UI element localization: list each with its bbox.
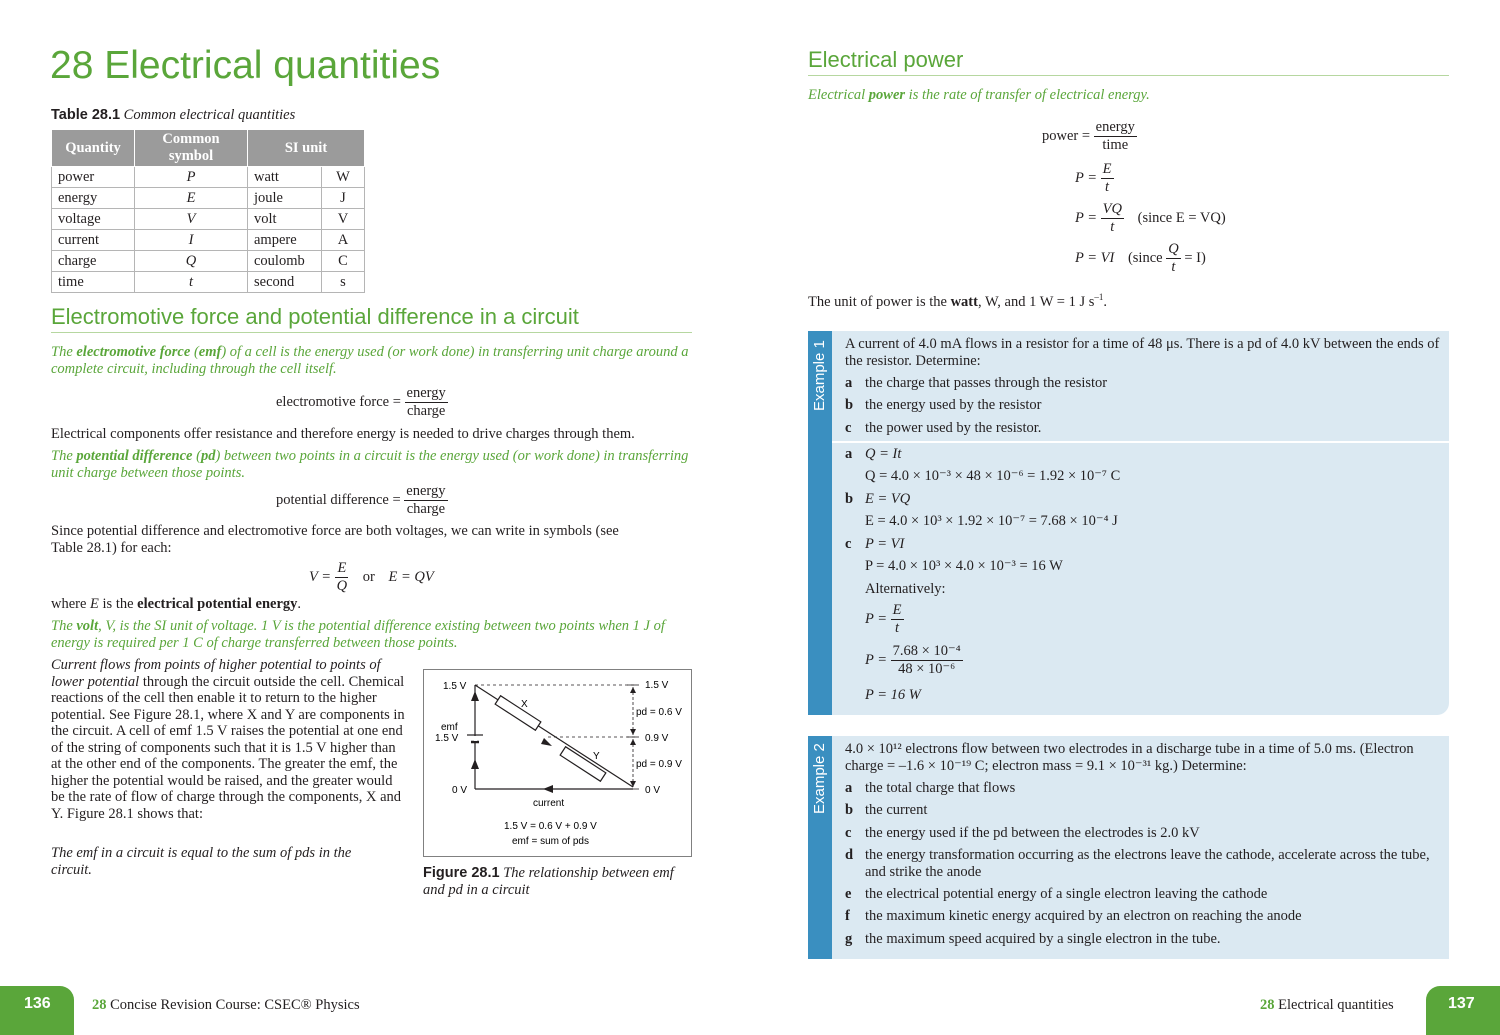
table-header: SI unit — [248, 130, 365, 167]
alt-result: P = 16 W — [865, 687, 921, 703]
text: Electrical — [808, 87, 869, 103]
resistance-text: Electrical components offer resistance and therefore energy is needed to drive charges through them. — [51, 426, 635, 442]
item-letter: f — [845, 908, 850, 924]
footer-title: Electrical quantities — [1278, 997, 1394, 1013]
power-unit-text — [808, 292, 1107, 311]
numerator: Q — [1168, 241, 1179, 257]
numerator: 7.68 × 10⁻⁴ — [892, 643, 961, 659]
item-letter: g — [845, 931, 853, 947]
label-0-9v: 0.9 V — [645, 733, 669, 744]
table-cell: P — [135, 167, 248, 188]
label-emf-value: 1.5 V — [435, 733, 459, 744]
example-1-question: A current of 4.0 mA flows in a resistor for a time of 48 μs. There is a pd of 4.0 kV between the ends of the resistor. Determine: — [845, 336, 1440, 369]
fraction — [891, 643, 963, 678]
table-cell: V — [322, 209, 365, 230]
fraction — [404, 483, 447, 518]
item-text: the energy transformation occurring as the electrons leave the cathode, accelerate across the tube, and strike the anode — [865, 847, 1430, 880]
table-row — [52, 272, 365, 293]
item-text: the charge that passes through the resistor — [865, 375, 1108, 391]
text: . — [1103, 293, 1107, 310]
italic-text: Current flows from points of higher potential to points of lower potential — [51, 657, 381, 690]
table-cell: t — [135, 272, 248, 293]
numerator: E — [1102, 161, 1112, 177]
list-item — [845, 375, 1107, 392]
footer-chapter: 28 — [92, 997, 107, 1013]
emf-formula — [276, 385, 448, 420]
table-header: Quantity — [52, 130, 135, 167]
power-definition — [808, 87, 1150, 104]
since-note: (since E = VQ) — [1137, 209, 1226, 226]
text: . — [297, 596, 302, 612]
item-letter: d — [845, 847, 854, 863]
text: is the — [98, 596, 138, 612]
table-cell: s — [322, 272, 365, 293]
table-caption-label: Table 28.1 — [51, 107, 121, 123]
table-cell: V — [135, 209, 248, 230]
figure-caption-text: The relationship between emf and pd in a circuit — [423, 865, 674, 898]
alt-calculation — [865, 643, 963, 678]
label-y: Y — [593, 751, 600, 762]
table-cell: voltage — [52, 209, 135, 230]
table-cell: Q — [135, 251, 248, 272]
label-0v-right: 0 V — [645, 785, 661, 796]
fraction — [335, 560, 349, 595]
item-text: the electrical potential energy of a single electron leaving the cathode — [865, 886, 1268, 902]
figure-caption — [423, 865, 693, 898]
numerator: energy — [406, 385, 446, 401]
symbol-formulas — [309, 560, 434, 595]
emf-definition — [51, 344, 691, 377]
where-text — [51, 596, 301, 613]
item-letter: a — [845, 375, 853, 391]
list-item — [845, 802, 927, 819]
formula-lhs: power = — [1042, 127, 1091, 144]
formula-lhs: P = — [1075, 209, 1098, 226]
volt-definition — [51, 618, 691, 651]
bold-term: watt — [950, 293, 978, 310]
formula-lhs: V = — [309, 568, 332, 585]
item-text: the power used by the resistor. — [865, 420, 1042, 436]
table-cell: E — [135, 188, 248, 209]
table-cell: A — [322, 230, 365, 251]
since-note: (since — [1127, 249, 1163, 266]
item-letter: e — [845, 886, 852, 902]
list-item — [845, 847, 1440, 880]
table-cell: power — [52, 167, 135, 188]
fraction — [1166, 241, 1180, 276]
formula-lhs: electromotive force = — [276, 393, 401, 410]
label-current: current — [533, 798, 565, 809]
table-row — [52, 209, 365, 230]
circuit-figure — [423, 669, 693, 858]
table-cell: J — [322, 188, 365, 209]
solution-a — [845, 446, 901, 463]
text: The — [51, 344, 77, 360]
text: ) between two points in a circuit is the energy used (or work done) in transferring unit charge between those points. — [51, 448, 689, 481]
label-pd-0-9: pd = 0.9 V — [636, 759, 682, 770]
table-cell: ampere — [248, 230, 322, 251]
denominator: charge — [406, 501, 446, 517]
list-item — [845, 908, 1302, 925]
table-cell: I — [135, 230, 248, 251]
superscript: –1 — [1094, 292, 1104, 302]
right-running-footer — [1260, 997, 1394, 1014]
solution-line: P = VI — [865, 536, 905, 552]
solution-line: E = 4.0 × 10³ × 1.92 × 10⁻⁷ = 7.68 × 10⁻⁴ J — [865, 513, 1118, 529]
list-item — [845, 886, 1267, 903]
text: The unit of power is the — [808, 293, 951, 310]
since-note: = I) — [1184, 249, 1206, 266]
list-item — [845, 825, 1200, 842]
text: ( — [192, 448, 201, 464]
text: , V, is the SI unit of voltage. 1 V is the potential difference existing between two points when 1 J of energy is required per 1 C of charge transferred between those points. — [51, 618, 665, 651]
page-number: 136 — [24, 995, 51, 1012]
table-cell: W — [322, 167, 365, 188]
example-2-label: Example 2 — [811, 743, 828, 814]
text: The — [51, 618, 77, 634]
bold-term: pd — [200, 448, 216, 464]
chapter-heading — [50, 44, 440, 88]
label-0v-left: 0 V — [452, 785, 468, 796]
table-row — [52, 188, 365, 209]
quantities-table — [51, 129, 365, 293]
table-header-row — [52, 130, 365, 167]
table-cell: volt — [248, 209, 322, 230]
fraction — [1094, 119, 1137, 154]
item-text: the energy used by the resistor — [865, 397, 1042, 413]
numerator: energy — [1095, 119, 1135, 135]
formula-lhs: potential difference = — [276, 491, 401, 508]
item-letter: b — [845, 802, 854, 818]
bold-term: electromotive force — [76, 344, 191, 360]
bold-term: potential difference — [76, 448, 193, 464]
page-number-tab — [1426, 986, 1500, 1035]
item-text: the maximum kinetic energy acquired by an electron on reaching the anode — [865, 908, 1302, 924]
denominator: t — [895, 620, 900, 636]
formula-lhs: P = — [1075, 169, 1098, 186]
bold-term: volt — [76, 618, 99, 634]
list-item — [845, 397, 1042, 414]
label-emf: emf — [441, 722, 458, 733]
alt-formula — [865, 602, 904, 637]
text: The — [51, 448, 77, 464]
fraction — [1101, 161, 1114, 196]
page-number-tab — [0, 986, 74, 1035]
label-1-5v-right: 1.5 V — [645, 680, 669, 691]
formula-eqv: E = QV — [388, 568, 434, 585]
table-cell: watt — [248, 167, 322, 188]
item-letter: b — [845, 491, 854, 507]
numerator: E — [892, 602, 902, 618]
solution-line: Q = 4.0 × 10⁻³ × 48 × 10⁻⁶ = 1.92 × 10⁻⁷ C — [865, 468, 1121, 484]
denominator: t — [1105, 179, 1110, 195]
table-cell: joule — [248, 188, 322, 209]
table-cell: energy — [52, 188, 135, 209]
alternatively-text: Alternatively: — [865, 581, 946, 597]
p-equals-e-over-t — [1075, 161, 1114, 196]
example-2-box — [808, 736, 1449, 959]
item-letter: a — [845, 446, 853, 462]
table-cell: C — [322, 251, 365, 272]
text: ( — [190, 344, 199, 360]
equation-line-2: emf = sum of pds — [512, 836, 589, 847]
item-text: the maximum speed acquired by a single electron in the tube. — [865, 931, 1221, 947]
equation-line-1: 1.5 V = 0.6 V + 0.9 V — [504, 821, 597, 832]
label-x: X — [521, 699, 528, 710]
page-number: 137 — [1448, 995, 1475, 1012]
text: E — [90, 596, 99, 612]
table-header: Common symbol — [135, 130, 248, 167]
numerator: VQ — [1102, 201, 1122, 217]
denominator: t — [1171, 259, 1176, 275]
item-text: the energy used if the pd between the electrodes is 2.0 kV — [865, 825, 1200, 841]
solution-c — [845, 536, 904, 553]
list-item — [845, 780, 1015, 797]
solution-line: Q = It — [865, 446, 902, 462]
label-1-5v-left: 1.5 V — [443, 681, 467, 692]
table-row — [52, 230, 365, 251]
example-1-box — [808, 331, 1449, 715]
denominator: charge — [406, 403, 446, 419]
table-caption-text: Common electrical quantities — [123, 107, 296, 123]
item-letter: a — [845, 780, 853, 796]
example-1-label: Example 1 — [811, 340, 828, 411]
table-cell: charge — [52, 251, 135, 272]
chapter-number: 28 — [50, 44, 94, 87]
solution-line: P = 4.0 × 10³ × 4.0 × 10⁻³ = 16 W — [865, 558, 1063, 574]
bold-term: emf — [198, 344, 222, 360]
item-letter: b — [845, 397, 854, 413]
table-row — [52, 167, 365, 188]
table-cell: coulomb — [248, 251, 322, 272]
list-item — [845, 931, 1221, 948]
numerator: energy — [406, 483, 446, 499]
bold-term: electrical potential energy — [137, 596, 298, 612]
cell-gap — [474, 736, 477, 741]
fraction — [891, 602, 904, 637]
left-running-footer — [92, 997, 360, 1014]
item-text: the current — [865, 802, 928, 818]
denominator: 48 × 10⁻⁶ — [898, 661, 956, 677]
formula-lhs: P = — [865, 610, 888, 627]
example-2-question: 4.0 × 10¹² electrons flow between two electrodes in a discharge tube in a time of 5.0 ms. (Electron charge = –1.6 × 10⁻¹⁹ C; electron mass = 9.1 × 10⁻³¹ kg.) Determine: — [845, 741, 1414, 774]
solution-line: E = VQ — [865, 491, 911, 507]
list-item — [845, 420, 1041, 437]
table-cell: second — [248, 272, 322, 293]
numerator: E — [337, 560, 347, 576]
solution-b — [845, 491, 910, 508]
table-cell: current — [52, 230, 135, 251]
denominator: time — [1102, 137, 1129, 153]
current-paragraph — [51, 657, 406, 822]
text: ) of a cell is the energy used (or work done) in transferring unit charge around a complete circuit, including through the cell itself. — [51, 344, 689, 377]
text: through the circuit outside the cell. Chemical reactions of the cell then enable it to return to the higher potential. See Figure 28.1, where X and Y are components in the circuit. A cell of emf 1.5 V raises the potential at one end of the string of components such that it is 1.5 V higher than at the other end of the components. The greater the emf, the higher the potential would be raised, and the greater would be the rate of flow of charge through the components, X and Y. Figure 28.1 shows that: — [51, 673, 405, 822]
fraction — [1101, 201, 1124, 236]
item-letter: c — [845, 825, 852, 841]
table-caption — [51, 107, 295, 124]
footer-title: Concise Revision Course: CSEC® Physics — [110, 997, 360, 1013]
bold-term: power — [868, 87, 906, 103]
denominator: t — [1110, 219, 1115, 235]
pd-formula — [276, 483, 448, 518]
example-divider — [832, 441, 1449, 443]
p-equals-vi — [1075, 241, 1206, 276]
emf-sum-statement: The emf in a circuit is equal to the sum of pds in the circuit. — [51, 845, 352, 878]
formula-pvi: P = VI — [1075, 249, 1115, 266]
table-row — [52, 251, 365, 272]
power-formula — [1042, 119, 1137, 154]
item-letter: c — [845, 536, 852, 552]
p-equals-vq-over-t — [1075, 201, 1226, 236]
item-text: the total charge that flows — [865, 780, 1016, 796]
label-pd-0-6: pd = 0.6 V — [636, 707, 682, 718]
text: , W, and 1 W = 1 J s — [977, 293, 1095, 310]
pd-definition — [51, 448, 691, 481]
item-letter: c — [845, 420, 852, 436]
footer-chapter: 28 — [1260, 997, 1275, 1013]
table-cell: time — [52, 272, 135, 293]
formula-lhs: P = — [865, 651, 888, 668]
fraction — [405, 385, 448, 420]
denominator: Q — [336, 578, 348, 594]
emf-section-heading: Electromotive force and potential difference in a circuit — [51, 304, 692, 333]
text: where — [51, 596, 91, 612]
or-text: or — [362, 568, 375, 585]
chapter-title: Electrical quantities — [104, 44, 441, 87]
text: is the rate of transfer of electrical energy. — [905, 87, 1150, 103]
figure-caption-label: Figure 28.1 — [423, 865, 500, 881]
power-section-heading: Electrical power — [808, 47, 1449, 76]
symbols-text: Since potential difference and electromotive force are both voltages, we can write in symbols (see Table 28.1) for each: — [51, 523, 619, 556]
